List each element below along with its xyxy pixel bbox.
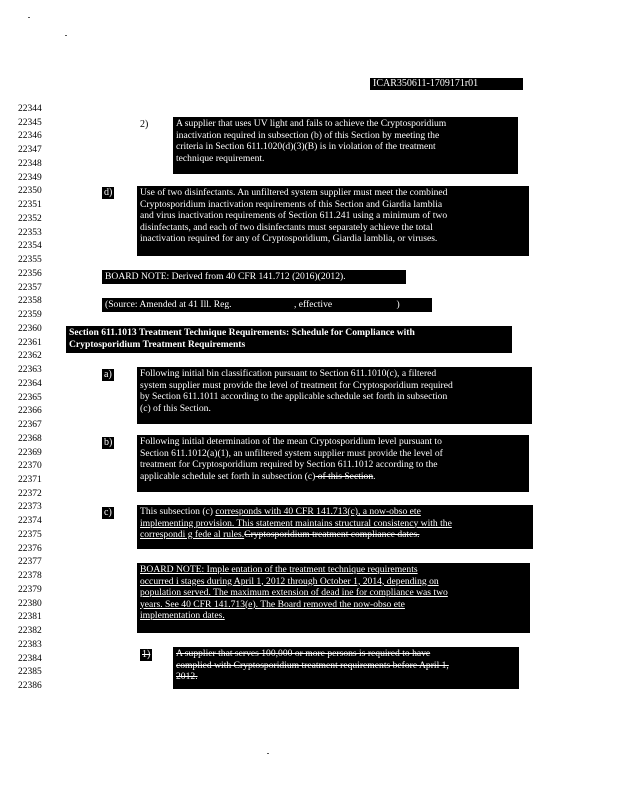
board-note-1-text: BOARD NOTE: Derived from 40 CFR 141.712 (2016)(2012). xyxy=(105,271,346,282)
line-number: 22386 xyxy=(18,681,42,692)
scan-speck xyxy=(28,17,30,18)
line-number: 22376 xyxy=(18,543,42,554)
line-number: 22356 xyxy=(18,268,42,279)
para-c-line-1 xyxy=(140,506,530,518)
para-b-line-last xyxy=(140,471,526,483)
para-2-text xyxy=(173,117,518,174)
line-number: 22352 xyxy=(18,213,42,224)
para-c-text xyxy=(137,505,533,549)
line-number: 22354 xyxy=(18,241,42,252)
line-number: 22355 xyxy=(18,255,42,266)
line-number: 22374 xyxy=(18,516,42,527)
source-effective: , effective xyxy=(293,299,335,310)
line-number: 22361 xyxy=(18,337,42,348)
line-number: 22360 xyxy=(18,323,42,334)
para-c-marker: c) xyxy=(104,507,112,518)
board-note-2-line: BOARD NOTE: Imple entation of the treatment technique requirements xyxy=(140,564,418,575)
line-number: 22380 xyxy=(18,598,42,609)
line-number: 22362 xyxy=(18,351,42,362)
board-note-2-line: implementation dates. xyxy=(140,610,225,621)
para-d-line: Cryptosporidium inactivation requirements of this Section and Giardia lamblia xyxy=(140,198,443,210)
line-number: 22347 xyxy=(18,145,42,156)
para-d-line: inactivation required for any of Cryptosporidium, Giardia lamblia, or viruses. xyxy=(140,233,438,244)
line-number: 22350 xyxy=(18,186,42,197)
para-c-line-3b-deleted: Cryptosporidium xyxy=(244,529,310,540)
para-c-line-1b-inserted: corresponds with 40 CFR 141.713(c), a now-obso ete xyxy=(215,506,421,517)
para-b-last-text: applicable schedule set forth in subsection (c) xyxy=(140,470,316,482)
line-number: 22345 xyxy=(18,117,42,128)
board-note-2 xyxy=(137,563,530,633)
para-d-line: Use of two disinfectants. An unfiltered system supplier must meet the combined xyxy=(140,187,448,198)
para-2-marker: 2) xyxy=(140,119,149,130)
para-c-line-3 xyxy=(140,529,530,541)
source-line xyxy=(102,298,432,312)
section-title-line-2: Cryptosporidium Treatment Requirements xyxy=(69,338,246,350)
line-number: 22368 xyxy=(18,433,42,444)
line-number: 22378 xyxy=(18,571,42,582)
line-number: 22359 xyxy=(18,310,42,321)
line-number: 22382 xyxy=(18,626,42,637)
line-number: 22373 xyxy=(18,502,42,513)
scan-speck xyxy=(65,35,67,36)
para-c-line-3c-deleted: treatment compliance dates. xyxy=(309,529,420,540)
para-2-line: A supplier that uses UV light and fails to achieve the Cryptosporidium xyxy=(176,118,447,129)
line-number: 22379 xyxy=(18,584,42,595)
line-number: 22358 xyxy=(18,296,42,307)
para-1-text xyxy=(173,647,519,689)
para-d-marker: d) xyxy=(104,187,113,198)
board-note-1 xyxy=(102,270,406,284)
para-b-marker: b) xyxy=(104,437,113,448)
line-number: 22353 xyxy=(18,227,42,238)
source-text: (Source: Amended at 41 Ill. Reg. xyxy=(105,299,234,310)
para-2-line: criteria in Section 611.1020(d)(3)(B) is in violation of the treatment xyxy=(176,141,436,152)
para-1-marker: 1) xyxy=(142,649,151,660)
para-a-line: Following initial bin classification pursuant to Section 611.1010(c), a filtered xyxy=(140,368,437,379)
line-number: 22372 xyxy=(18,488,42,499)
para-d-text xyxy=(137,186,529,256)
scan-speck xyxy=(267,753,269,754)
section-title-line-1: Section 611.1013 Treatment Technique Requirements: Schedule for Compliance with xyxy=(69,327,415,338)
para-d-line: disinfectants, and each of two disinfectants must separately achieve the total xyxy=(140,221,433,233)
board-note-2-line: occurred i stages during April 1, 2012 through October 1, 2014, depending on xyxy=(140,575,439,587)
para-1-line: 2012. xyxy=(176,671,198,682)
para-b-text xyxy=(137,435,529,492)
line-number: 22371 xyxy=(18,474,42,485)
line-number: 22344 xyxy=(18,104,42,114)
line-number: 22385 xyxy=(18,667,42,678)
para-c-line-3a-inserted: correspondi g fede al rules. xyxy=(140,529,245,540)
para-a-line: (c) of this Section. xyxy=(140,402,211,414)
line-number: 22351 xyxy=(18,200,42,211)
line-number: 22348 xyxy=(18,158,42,169)
para-a-line: by Section 611.1011 according to the applicable schedule set forth in subsection xyxy=(140,391,448,402)
para-c-line-2: implementing provision. This statement maintains structural consistency with the xyxy=(140,517,452,529)
line-number: 22366 xyxy=(18,406,42,417)
para-a-text xyxy=(137,367,532,424)
para-2-line: inactivation required in subsection (b) of this Section by meeting the xyxy=(176,129,440,141)
line-number: 22364 xyxy=(18,378,42,389)
line-number: 22384 xyxy=(18,653,42,664)
para-b-line: treatment for Cryptosporidium required by Section 611.1012 according to the xyxy=(140,459,438,470)
line-number: 22370 xyxy=(18,461,42,472)
board-note-2-line: years. See 40 CFR 141.713(e). The Board removed the now-obso ete xyxy=(140,598,405,610)
para-1-line: A supplier that serves 100,000 or more persons is required to have xyxy=(176,648,431,659)
para-b-deleted-text: of this Section xyxy=(315,470,374,482)
line-number: 22363 xyxy=(18,365,42,376)
para-2-line: technique requirement. xyxy=(176,152,265,164)
para-b-line: Following initial determination of the mean Cryptosporidium level pursuant to xyxy=(140,436,442,447)
para-d-line: and virus inactivation requirements of Section 611.241 using a minimum of two xyxy=(140,210,448,221)
para-c-line-1a: This subsection (c) xyxy=(140,506,216,517)
line-number: 22365 xyxy=(18,392,42,403)
line-number: 22377 xyxy=(18,557,42,568)
board-note-2-line: population served. The maximum extension of dead ine for compliance was two xyxy=(140,587,448,598)
para-a-marker: a) xyxy=(104,369,112,380)
para-a-line: system supplier must provide the level of treatment for Cryptosporidium required xyxy=(140,379,453,391)
para-1-line: complied with Cryptosporidium treatment requirements before April 1, xyxy=(176,659,449,671)
line-number: 22369 xyxy=(18,447,42,458)
line-number: 22383 xyxy=(18,639,42,650)
line-number: 22381 xyxy=(18,612,42,623)
section-title xyxy=(66,326,512,353)
line-number: 22349 xyxy=(18,172,42,183)
para-b-period: . xyxy=(373,470,376,482)
line-number: 22357 xyxy=(18,282,42,293)
line-number: 22375 xyxy=(18,529,42,540)
line-number: 22346 xyxy=(18,131,42,142)
para-b-line: Section 611.1012(a)(1), an unfiltered system supplier must provide the level of xyxy=(140,447,443,459)
source-close: ) xyxy=(396,299,400,310)
document-code: ICAR350611-1709171r01 xyxy=(370,78,523,90)
line-number: 22367 xyxy=(18,420,42,431)
